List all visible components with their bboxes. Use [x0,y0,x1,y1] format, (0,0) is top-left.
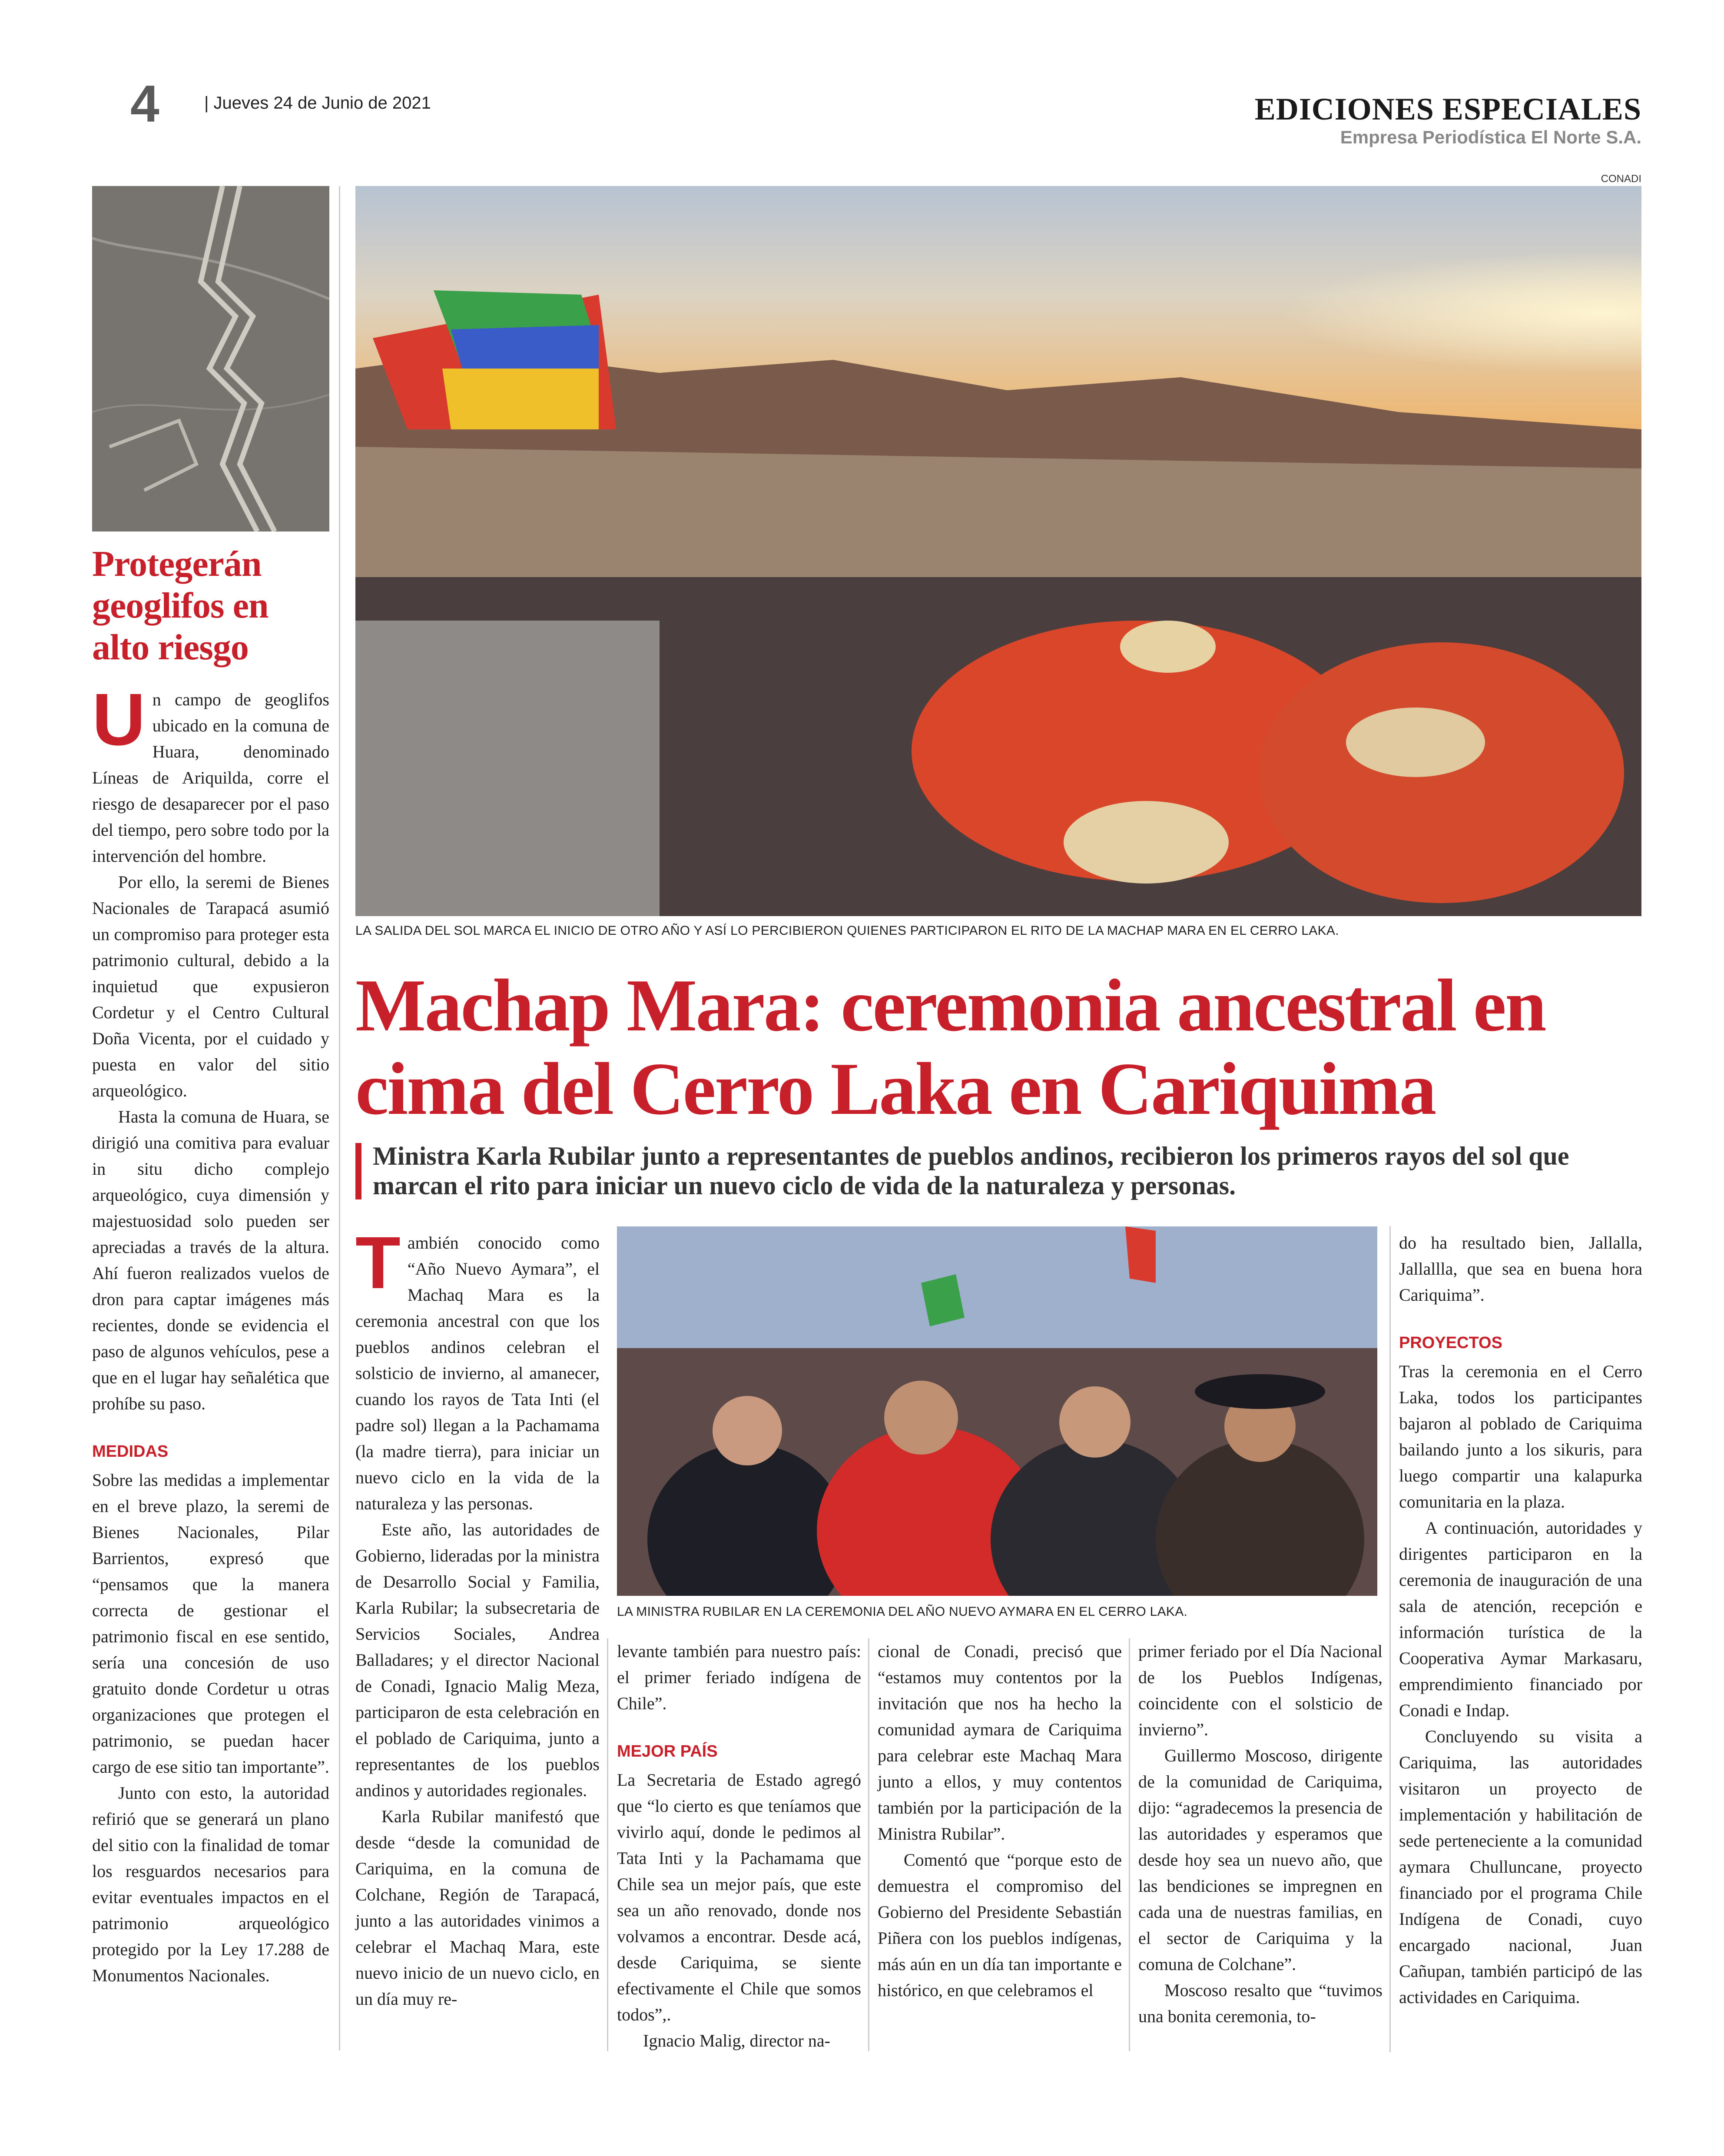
article-paragraph: cional de Conadi, precisó que “estamos muy contentos por la invitación que nos ha hecho la comunidad aymara de Cariquima para celebrar este Machaq Mara junto a ellos, y muy contentos también por la participación de la Ministra Rubilar”. [878,1641,1122,1844]
article-title: Machap Mara: ceremonia ancestral en cima del Cerro Laka en Cariquima [355,964,1545,1130]
article-paragraph: A continuación, autoridades y dirigentes participaron en la ceremonia de inauguración de una sala de atención, recepción e información turística de la Cooperativa Aymar Markasaru, emprendimiento financiado por Conadi e Indap. [1399,1518,1642,1720]
column-divider [1389,1226,1391,2052]
column-divider [339,186,340,2050]
sidebar-paragraph: Por ello, la seremi de Bienes Nacionales de Tarapacá asumió un compromiso para proteger esta patrimonio cultural, debido a la inquietud que expusieron Cordetur y el Centro Cultural Doña Vicenta, por el cuidado y puesta en valor del sitio arqueológico. [92,872,329,1100]
article-subhead: PROYECTOS [1399,1334,1502,1352]
article-paragraph: Ignacio Malig, director na- [643,2031,830,2050]
article-paragraph: Guillermo Moscoso, dirigente de la comunidad de Cariquima, dijo: “agradecemos la presencia de las autoridades y esperamos que desde hoy sea un nuevo año, que las bendiciones se impregnen en cada una de nuestras familias, en el sector de Cariquima y la comuna de Colchane”. [1138,1746,1383,1974]
ceremony-sunrise-photo [355,186,1641,916]
sidebar-paragraph: n campo de geoglifos ubicado en la comuna de Huara, denominado Líneas de Ariquilda, corre el riesgo de desaparecer por el paso del tiempo, pero sobre todo por la intervención del hombre. [92,690,329,866]
article-subhead: MEJOR PAÍS [617,1742,718,1761]
article-paragraph: Karla Rubilar manifestó que desde “desde la comunidad de Cariquima, en la comuna de Colchane, Región de Tarapacá, junto a las autoridades vinimos a celebrar el Machaq Mara, este nuevo inicio de un nuevo ciclo, en un día muy re- [355,1807,600,2009]
article-drop-cap: T [355,1222,401,1304]
article-column-1 [355,1222,600,2012]
article-paragraph: Comentó que “porque esto de demuestra el compromiso del Gobierno del Presidente Sebastián Piñera con los pueblos indígenas, más aún en un día tan importante e histórico, en que celebramos el [878,1850,1122,2000]
article-paragraph: La Secretaria de Estado agregó que “lo cierto es que teníamos que vivirlo aquí, donde le pedimos al Tata Inti y la Pachamama que Chile sea un mejor país, que este sea un año renovado, donde nos volvamos a encontrar. Desde acá, desde Cariquima, se siente efectivamente el Chile que somos todos”,. [617,1770,861,2024]
minister-group-photo [617,1226,1377,1596]
sidebar-paragraph: Hasta la comuna de Huara, se dirigió una comitiva para evaluar in situ dicho complejo arqueológico, cuya dimensión y majestuosidad solo pueden ser apreciadas a través de la altura. Ahí fueron realizados vuelos de dron para captar imágenes más recientes, donde se evidencia el paso de algunos vehículos, pese a que en el lugar hay señalética que prohíbe su paso. [92,1107,329,1413]
group-photo-caption: LA MINISTRA RUBILAR EN LA CEREMONIA DEL AÑO NUEVO AYMARA EN EL CERRO LAKA. [617,1605,1188,1619]
page-number: 4 [130,75,159,133]
article-column-5 [1399,1230,1642,2010]
sidebar-paragraph: Junto con esto, la autoridad refirió que se generará un plano del sitio con la finalidad de tomar los resguardos necesarios para evitar eventuales impactos en el patrimonio arqueológico protegido por la Ley 17.288 de Monumentos Nacionales. [92,1783,329,1985]
article-lead: Ministra Karla Rubilar junto a representantes de pueblos andinos, recibieron los primeros rayos del sol que marcan el rito para iniciar un nuevo ciclo de vida de la naturaleza y personas. [373,1142,1569,1200]
hero-photo-caption: LA SALIDA DEL SOL MARCA EL INICIO DE OTRO AÑO Y ASÍ LO PERCIBIERON QUIENES PARTICIPARON EL RITO DE LA MACHAP MARA EN EL CERRO LAKA. [355,924,1339,938]
article-paragraph: do ha resultado bien, Jallalla, Jallallla, que sea en buena hora Cariquima”. [1399,1233,1642,1305]
article-paragraph: Concluyendo su visita a Cariquima, las autoridades visitaron un proyecto de implementación y habilitación de sede perteneciente a la comunidad aymara Chulluncane, proyecto financiado por el programa Chile Indígena de Conadi, cuyo encargado nacional, Juan Cañupan, también participó de las actividades en Cariquima. [1399,1727,1642,2007]
publisher-name: Empresa Periodística El Norte S.A. [1340,127,1641,147]
article-column-4 [1138,1638,1383,2030]
geoglyph-aerial-photo [92,186,329,532]
article-paragraph: Este año, las autoridades de Gobierno, lideradas por la ministra de Desarrollo Social y Familia, Karla Rubilar; la subsecretaria de Servicios Sociales, Andrea Balladares; y el director Nacional de Conadi, Ignacio Malig Meza, participaron de esta celebración en el poblado de Cariquima, junto a representantes de los pueblos andinos y autoridades regionales. [355,1520,600,1800]
sidebar-headline: Protegerán geoglifos en alto riesgo [92,544,269,668]
sidebar-article [92,678,329,1989]
issue-date: | Jueves 24 de Junio de 2021 [204,93,431,113]
article-column-3 [878,1638,1122,2003]
article-paragraph: primer feriado por el Día Nacional de los Pueblos Indígenas, coincidente con el solsticio de invierno”. [1138,1641,1383,1739]
column-divider [607,1638,608,2051]
sidebar-drop-cap: U [92,678,146,761]
article-paragraph: ambién conocido como “Año Nuevo Aymara”, el Machaq Mara es la ceremonia ancestral con que los pueblos andinos celebran el solsticio de invierno, al amanecer, cuando los rayos de Tata Inti (el padre sol) llegan a la Pachamama (la madre tierra), para iniciar un nuevo ciclo en la vida de la naturaleza y las personas. [355,1233,600,1513]
article-paragraph: Tras la ceremonia en el Cerro Laka, todos los participantes bajaron al poblado de Cariquima bailando junto a los sikuris, para luego compartir una kalapurka comunitaria en la plaza. [1399,1362,1642,1512]
sidebar-subhead: MEDIDAS [92,1442,169,1461]
sidebar-paragraph: Sobre las medidas a implementar en el breve plazo, la seremi de Bienes Nacionales, Pilar Barrientos, expresó que “pensamos que la manera correcta de gestionar el patrimonio fiscal en ese sentido, sería una concesión de uso gratuito donde Cordetur u otras organizaciones que protegen el patrimonio, se puedan hacer cargo de ese sitio tan importante”. [92,1470,329,1777]
column-divider [1129,1638,1130,2051]
section-title: EDICIONES ESPECIALES [1254,92,1641,126]
photo-credit: CONADI [1601,173,1641,185]
column-divider [868,1638,869,2051]
article-paragraph: levante también para nuestro país: el primer feriado indígena de Chile”. [617,1641,861,1713]
article-paragraph: Moscoso resalto que “tuvimos una bonita ceremonia, to- [1138,1980,1383,2026]
article-column-2 [617,1638,861,2054]
